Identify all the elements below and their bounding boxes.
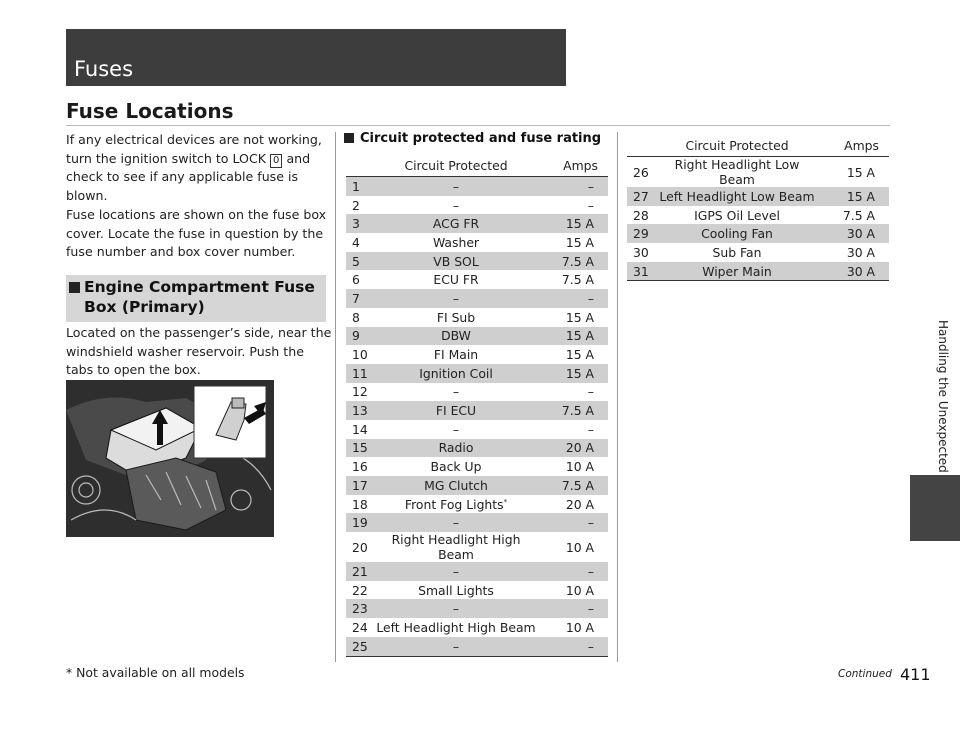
- chapter-banner: [66, 29, 566, 86]
- table-row: [346, 513, 608, 532]
- header-circuit: Circuit Protected: [657, 134, 817, 157]
- intro-text-a: If any electrical devices are not working, turn the ignition switch to LOCK: [66, 132, 322, 166]
- side-tab-text: Handling the Unexpected: [936, 320, 950, 473]
- heading-rule: [66, 125, 890, 126]
- fuse-amps: 30 A: [817, 224, 889, 243]
- table-subheading-text: Circuit protected and fuse rating: [360, 131, 602, 146]
- fuse-amps: 15 A: [846, 164, 875, 180]
- table-row: [346, 233, 608, 252]
- circuit-protected: –: [452, 421, 460, 437]
- lock-key-symbol: 0: [270, 154, 282, 168]
- header-amps: Amps: [817, 134, 889, 157]
- table-row: [346, 495, 608, 514]
- circuit-protected: Sub Fan: [712, 244, 762, 260]
- circuit-protected: Small Lights: [418, 582, 494, 598]
- fuse-number: 5: [346, 252, 376, 271]
- circuit-protected: VB SOL: [376, 252, 536, 271]
- fuse-amps: 20 A: [565, 496, 594, 512]
- table-row: [627, 262, 889, 281]
- fuse-amps: –: [587, 384, 594, 400]
- fuse-amps: 10 A: [565, 459, 594, 475]
- table-row: [346, 383, 608, 402]
- fuse-amps: –: [587, 421, 594, 437]
- circuit-protected: Cooling Fan: [657, 224, 817, 243]
- side-tab-label: [934, 320, 950, 480]
- fuse-number: 30: [633, 244, 649, 260]
- circuit-protected: –: [376, 177, 536, 196]
- column-divider-1: [335, 132, 336, 662]
- table-row: [627, 243, 889, 262]
- table-row: [346, 637, 608, 656]
- fuse-amps: –: [536, 177, 608, 196]
- table-row: [627, 224, 889, 243]
- page-heading: Fuse Locations: [66, 99, 234, 123]
- fuse-amps: 7.5 A: [842, 207, 875, 223]
- fuse-amps: 20 A: [536, 439, 608, 458]
- table-row: [346, 327, 608, 346]
- fuse-table-right: [627, 134, 889, 281]
- section-header: [66, 275, 326, 322]
- circuit-protected: Washer: [432, 234, 480, 250]
- table-row: [346, 532, 608, 562]
- table-row: [346, 599, 608, 618]
- fuse-number: 9: [346, 327, 376, 346]
- fuse-amps: 10 A: [565, 539, 594, 555]
- fuse-number: 28: [633, 207, 649, 223]
- table-row: [346, 401, 608, 420]
- table-row: [346, 196, 608, 215]
- circuit-protected: Ignition Coil: [376, 364, 536, 383]
- fuse-number: 11: [346, 364, 376, 383]
- column-divider-2: [617, 132, 618, 662]
- circuit-protected: ECU FR: [433, 272, 479, 288]
- circuit-protected: –: [376, 637, 536, 656]
- intro-paragraph-1: [66, 131, 334, 206]
- fuse-number: 31: [627, 262, 657, 281]
- fuse-table-left: [346, 154, 608, 657]
- fuse-number: 25: [346, 637, 376, 656]
- fuse-number: 13: [346, 401, 376, 420]
- fuse-number: 20: [352, 539, 368, 555]
- fuse-amps: 15 A: [536, 327, 608, 346]
- fuse-amps: 7.5 A: [536, 401, 608, 420]
- fuse-number: 17: [346, 476, 376, 495]
- fuse-number: 23: [346, 599, 376, 618]
- fuse-box-photo: [66, 380, 274, 537]
- circuit-protected: –: [452, 384, 460, 400]
- table-row: [346, 364, 608, 383]
- intro-text-b: and check to see if any applicable fuse is blown.: [66, 150, 311, 204]
- circuit-protected: –: [376, 599, 536, 618]
- circuit-protected: Radio: [376, 439, 536, 458]
- table-subheading: [344, 131, 601, 146]
- table-row: [346, 457, 608, 476]
- circuit-protected: [376, 495, 536, 514]
- circuit-protected: ACG FR: [376, 214, 536, 233]
- circuit-protected: –: [376, 513, 536, 532]
- fuse-amps: 15 A: [565, 234, 594, 250]
- page-number: 411: [900, 665, 931, 684]
- side-tab-marker: [910, 475, 960, 541]
- circuit-protected: –: [376, 562, 536, 581]
- table-row: [346, 581, 608, 600]
- circuit-protected: MG Clutch: [376, 476, 536, 495]
- table-row: [346, 252, 608, 271]
- fuse-amps: 15 A: [536, 214, 608, 233]
- circuit-protected: –: [452, 197, 460, 213]
- circuit-text: Front Fog Lights: [404, 496, 504, 512]
- fuse-number: 15: [346, 439, 376, 458]
- fuse-number: 27: [627, 187, 657, 206]
- section-title: Engine Compartment Fuse Box (Primary): [84, 278, 315, 316]
- fuse-amps: –: [536, 637, 608, 656]
- table-row: [627, 157, 889, 188]
- fuse-number: 8: [352, 309, 360, 325]
- circuit-protected: FI Sub: [436, 309, 476, 325]
- fuse-number: 12: [352, 384, 368, 400]
- fuse-amps: 10 A: [565, 619, 594, 635]
- fuse-amps: 15 A: [565, 347, 594, 363]
- subheading-square-icon: [344, 133, 354, 143]
- fuse-number: 3: [346, 214, 376, 233]
- header-number: [346, 154, 376, 177]
- fuse-amps: 7.5 A: [561, 272, 594, 288]
- fuse-amps: –: [536, 289, 608, 308]
- fuse-amps: 10 A: [565, 582, 594, 598]
- table-row: [346, 214, 608, 233]
- fuse-number: 24: [352, 619, 368, 635]
- fuse-amps: 7.5 A: [536, 252, 608, 271]
- table-row: [346, 420, 608, 439]
- table-row: [627, 206, 889, 225]
- table-row: [346, 289, 608, 308]
- table-row: [346, 618, 608, 637]
- table-row: [346, 476, 608, 495]
- fuse-number: 18: [352, 496, 368, 512]
- fuse-number: 26: [633, 164, 649, 180]
- fuse-amps: 15 A: [565, 309, 594, 325]
- table-row: [346, 177, 608, 196]
- fuse-number: 4: [352, 234, 360, 250]
- section-body: Located on the passenger’s side, near the windshield washer reservoir. Push the tabs to open the box.: [66, 325, 332, 378]
- table-row: [346, 345, 608, 364]
- fuse-amps: 15 A: [536, 364, 608, 383]
- fuse-number: 19: [346, 513, 376, 532]
- intro-paragraph-2: Fuse locations are shown on the fuse box cover. Locate the fuse in question by the fuse number and box cover number.: [66, 207, 327, 260]
- header-number: [627, 134, 657, 157]
- footnote-marker: *: [503, 497, 508, 506]
- circuit-protected: Wiper Main: [657, 262, 817, 281]
- table-row: [346, 562, 608, 581]
- fuse-number: 2: [352, 197, 360, 213]
- header-circuit: Circuit Protected: [376, 154, 536, 177]
- fuse-number: 14: [352, 421, 368, 437]
- fuse-number: 1: [346, 177, 376, 196]
- fuse-amps: 7.5 A: [536, 476, 608, 495]
- footnote: * Not available on all models: [66, 665, 245, 680]
- section-square-icon: [69, 282, 80, 293]
- fuse-amps: –: [536, 513, 608, 532]
- fuse-amps: 30 A: [817, 262, 889, 281]
- circuit-protected: Left Headlight Low Beam: [657, 187, 817, 206]
- continued-label: Continued: [838, 668, 892, 680]
- header-amps: Amps: [536, 154, 608, 177]
- table-row: [346, 439, 608, 458]
- circuit-protected: IGPS Oil Level: [694, 207, 780, 223]
- fuse-amps: –: [587, 197, 594, 213]
- table-row: [627, 187, 889, 206]
- circuit-protected: –: [376, 289, 536, 308]
- circuit-protected: Left Headlight High Beam: [376, 619, 536, 635]
- circuit-protected: Right Headlight High Beam: [391, 532, 521, 563]
- fuse-number: 22: [352, 582, 368, 598]
- circuit-protected: DBW: [376, 327, 536, 346]
- fuse-number: 6: [352, 272, 360, 288]
- circuit-protected: FI Main: [433, 347, 479, 363]
- fuse-amps: 30 A: [846, 244, 875, 260]
- fuse-number: 16: [352, 459, 368, 475]
- fuse-amps: –: [536, 562, 608, 581]
- fuse-number: 10: [352, 347, 368, 363]
- circuit-protected: FI ECU: [376, 401, 536, 420]
- fuse-number: 29: [627, 224, 657, 243]
- chapter-title: Fuses: [74, 57, 134, 81]
- fuse-amps: –: [536, 599, 608, 618]
- fuse-number: 7: [346, 289, 376, 308]
- circuit-protected: Right Headlight Low Beam: [674, 157, 800, 187]
- circuit-protected: Back Up: [430, 459, 482, 475]
- table-row: [346, 308, 608, 327]
- fuse-amps: 15 A: [817, 187, 889, 206]
- fuse-number: 21: [346, 562, 376, 581]
- table-row: [346, 270, 608, 289]
